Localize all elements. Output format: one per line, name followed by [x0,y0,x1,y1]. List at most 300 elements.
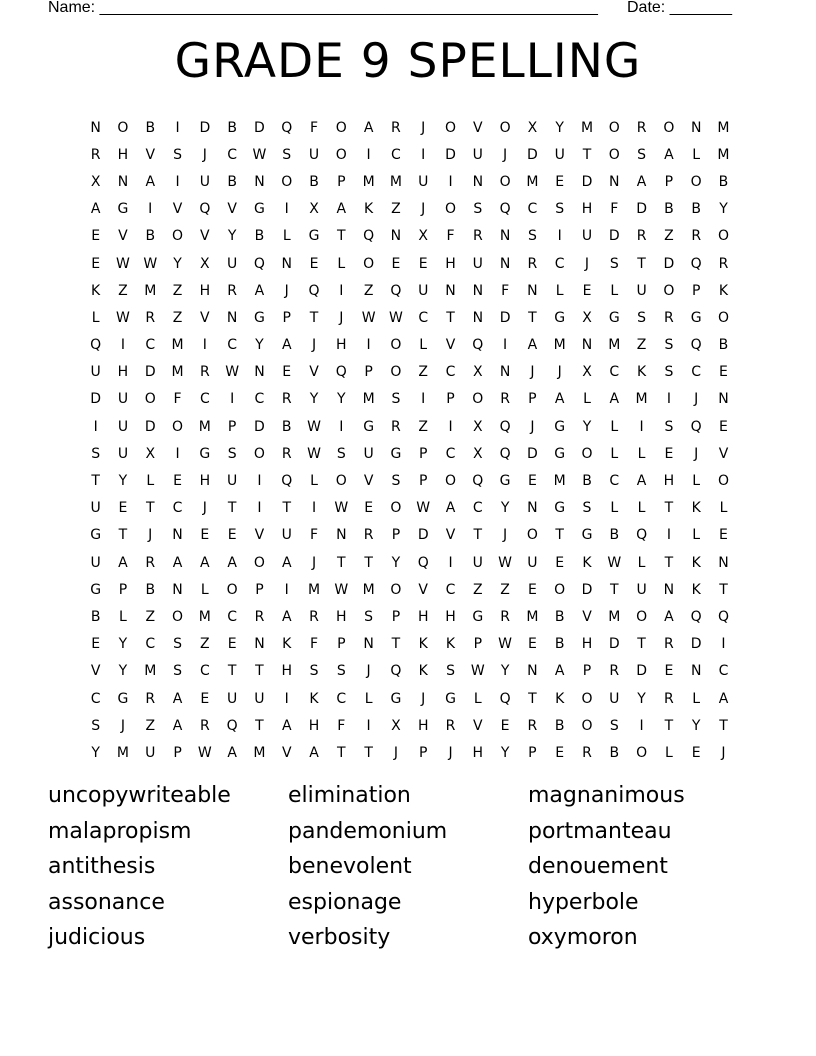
grid-letter: Z [200,636,210,653]
grid-letter: E [555,554,565,571]
grid-letter: O [499,119,511,136]
grid-letter: S [609,717,619,734]
grid-letter: A [363,119,374,136]
grid-row [82,196,738,223]
grid-letter: I [666,527,671,544]
grid-letter: I [257,473,262,490]
grid-letter: P [528,391,537,408]
grid-letter: C [609,364,620,381]
grid-letter: A [254,282,265,299]
grid-letter: A [554,663,565,680]
grid-letter: W [252,146,267,163]
grid-letter: S [582,500,592,517]
grid-letter: W [334,581,349,598]
grid-letter: Q [690,608,702,625]
grid-letter: M [116,744,129,761]
grid-letter: U [636,581,647,598]
grid-letter: D [636,201,647,218]
grid-letter: R [254,608,265,625]
grid-letter: O [117,119,129,136]
grid-letter: Q [226,717,238,734]
grid-letter: B [145,119,156,136]
grid-letter: Q [390,282,402,299]
grid-letter: O [717,228,729,245]
grid-row [82,685,738,712]
date-field-label: Date: _______ [627,0,732,16]
grid-letter: H [336,608,347,625]
grid-letter: V [172,201,183,218]
grid-letter: G [554,500,566,517]
grid-letter: T [282,500,291,517]
grid-row [82,250,738,277]
grid-letter: N [527,282,538,299]
grid-letter: P [473,636,483,653]
grid-letter: H [472,744,484,761]
grid-letter: R [691,228,702,245]
grid-letter: Z [118,282,128,299]
grid-letter: R [281,445,292,462]
word-bank [48,780,768,954]
grid-letter: V [718,445,729,462]
grid-letter: C [199,391,210,408]
grid-letter: P [255,581,264,598]
grid-row [82,603,738,630]
grid-letter: L [337,255,346,272]
grid-row [82,277,738,304]
grid-letter: W [307,418,321,435]
grid-letter: E [527,581,537,598]
grid-letter: T [118,527,128,544]
grid-letter: H [581,201,593,218]
grid-letter: O [172,418,184,435]
grid-row [82,495,738,522]
grid-letter: Z [172,309,183,326]
grid-letter: J [503,527,508,544]
grid-letter: P [227,418,237,435]
grid-letter: C [391,146,401,163]
grid-letter: E [664,663,674,680]
grid-letter: Q [690,418,702,435]
grid-letter: S [336,445,346,462]
grid-letter: H [336,337,347,354]
grid-letter: A [200,554,210,571]
grid-letter: S [555,201,565,218]
grid-letter: B [554,608,565,625]
grid-letter: J [311,554,317,571]
grid-letter: N [690,663,702,680]
grid-letter: E [227,636,237,653]
grid-letter: O [226,581,238,598]
grid-letter: X [473,445,483,462]
grid-letter: X [145,445,156,462]
grid-row [82,549,738,576]
grid-letter: O [253,554,265,571]
grid-row [82,359,738,386]
grid-letter: M [553,337,566,354]
grid-letter: G [472,608,484,625]
grid-letter: I [148,201,153,218]
grid-letter: I [257,500,262,517]
grid-letter: G [554,309,566,326]
grid-letter: B [718,173,729,190]
grid-letter: O [717,309,729,326]
grid-letter: E [719,527,728,544]
grid-letter: U [472,255,483,272]
grid-letter: B [309,173,319,190]
grid-letter: V [145,146,156,163]
grid-letter: Z [363,282,374,299]
grid-letter: I [448,173,453,190]
grid-letter: S [609,255,619,272]
grid-letter: X [391,717,401,734]
grid-letter: B [718,337,729,354]
grid-letter: K [418,636,428,653]
grid-letter: C [527,201,538,218]
grid-letter: Q [253,255,265,272]
grid-letter: U [636,282,647,299]
grid-letter: P [337,173,346,190]
grid-letter: R [527,717,538,734]
grid-letter: P [418,744,428,761]
grid-letter: I [666,391,671,408]
grid-letter: H [199,282,211,299]
word-bank-item: espionage [288,889,402,915]
grid-letter: D [445,146,456,163]
grid-letter: S [282,146,292,163]
grid-letter: P [337,636,346,653]
grid-letter: H [308,717,320,734]
grid-letter: B [664,201,674,218]
grid-letter: I [448,554,453,571]
grid-letter: O [444,119,457,136]
grid-letter: S [664,337,674,354]
grid-letter: K [718,282,729,299]
grid-letter: R [664,309,674,326]
grid-letter: N [499,364,511,381]
grid-letter: O [581,717,593,734]
grid-letter: V [473,119,483,136]
grid-letter: G [117,201,129,218]
grid-letter: K [364,201,374,218]
grid-letter: E [555,173,565,190]
grid-letter: O [608,146,620,163]
grid-letter: L [719,500,728,517]
grid-letter: S [309,663,319,680]
grid-letter: N [690,119,702,136]
grid-letter: B [554,636,565,653]
grid-letter: V [582,608,592,625]
grid-letter: D [608,228,620,245]
worksheet-header [0,0,816,22]
grid-letter: O [363,255,375,272]
grid-letter: A [554,391,565,408]
grid-letter: F [173,391,182,408]
grid-letter: A [90,201,101,218]
grid-letter: D [254,418,265,435]
grid-letter: U [254,690,265,707]
grid-letter: P [528,744,537,761]
grid-letter: O [499,173,511,190]
word-bank-item: malapropism [48,818,192,844]
grid-letter: Y [582,418,592,435]
grid-letter: U [90,500,101,517]
grid-letter: Q [281,473,293,490]
grid-letter: L [610,282,619,299]
grid-letter: L [555,282,564,299]
grid-row [82,739,738,766]
grid-letter: U [418,282,429,299]
grid-letter: Q [335,364,347,381]
grid-letter: V [200,309,210,326]
grid-letter: I [175,173,180,190]
grid-letter: H [117,146,129,163]
grid-letter: R [391,418,401,435]
grid-letter: W [361,309,376,326]
grid-letter: W [498,636,513,653]
grid-letter: F [446,228,455,245]
grid-letter: L [282,228,291,245]
grid-letter: Y [637,690,646,707]
word-bank-item: portmanteau [528,818,672,844]
grid-letter: E [227,527,237,544]
grid-letter: L [310,473,318,490]
grid-letter: G [308,228,320,245]
grid-letter: B [281,418,292,435]
grid-letter: A [445,500,456,517]
grid-letter: L [583,391,591,408]
grid-row [82,712,738,739]
grid-letter: R [609,663,620,680]
grid-letter: J [721,744,726,761]
grid-letter: U [227,255,238,272]
grid-letter: I [421,146,426,163]
grid-letter: X [582,309,592,326]
grid-letter: H [117,364,129,381]
word-bank-item: uncopywriteable [48,783,231,808]
grid-letter: C [445,445,456,462]
grid-letter: F [309,636,319,653]
grid-letter: X [582,364,592,381]
grid-letter: I [339,418,344,435]
grid-letter: F [309,119,319,136]
grid-letter: Y [555,119,564,136]
grid-letter: H [445,608,456,625]
grid-letter: T [255,663,264,680]
grid-row [82,631,738,658]
grid-letter: R [718,255,729,272]
grid-letter: G [581,527,593,544]
grid-letter: Y [691,717,701,734]
grid-letter: N [226,309,238,326]
grid-letter: Z [636,337,647,354]
word-bank-item: pandemonium [288,818,448,844]
grid-letter: X [527,119,538,136]
grid-row [82,332,738,359]
grid-letter: I [721,636,726,653]
grid-letter: A [664,146,674,163]
grid-letter: J [202,146,207,163]
grid-letter: A [636,173,647,190]
grid-letter: N [499,228,511,245]
grid-letter: O [444,473,457,490]
grid-letter: D [144,364,156,381]
grid-letter: V [254,527,265,544]
grid-letter: B [609,744,620,761]
grid-letter: S [473,201,483,218]
grid-letter: L [610,418,619,435]
grid-letter: Q [308,282,320,299]
grid-letter: V [281,744,292,761]
grid-letter: C [445,364,456,381]
grid-letter: T [255,717,264,734]
grid-letter: Y [118,473,128,490]
grid-letter: G [554,445,566,462]
grid-letter: A [172,717,183,734]
grid-letter: R [664,636,674,653]
grid-letter: A [118,554,128,571]
grid-letter: L [692,473,701,490]
grid-letter: E [173,473,182,490]
grid-letter: R [145,690,156,707]
grid-letter: U [308,146,320,163]
word-bank-item: benevolent [288,854,412,880]
grid-letter: L [692,690,701,707]
grid-letter: K [582,554,592,571]
grid-letter: O [526,527,538,544]
grid-letter: C [90,690,101,707]
grid-letter: O [335,119,347,136]
grid-letter: L [692,527,701,544]
grid-letter: G [445,690,456,707]
grid-row [82,522,738,549]
grid-row [82,141,738,168]
grid-letter: Z [418,418,428,435]
grid-letter: T [337,554,346,571]
grid-letter: C [145,636,156,653]
grid-row [82,658,738,685]
grid-letter: B [145,228,156,245]
grid-letter: J [120,717,126,734]
grid-letter: D [527,445,538,462]
grid-letter: J [421,119,426,136]
grid-letter: J [421,690,426,707]
grid-letter: J [557,364,562,381]
grid-letter: G [90,527,102,544]
grid-letter: S [637,146,647,163]
grid-letter: N [527,500,538,517]
grid-letter: R [145,309,156,326]
grid-letter: D [663,255,675,272]
grid-letter: W [334,500,349,517]
grid-letter: W [388,309,403,326]
grid-letter: K [555,690,565,707]
grid-letter: M [608,608,621,625]
grid-letter: A [227,554,237,571]
word-bank-item: hyperbole [528,889,639,915]
grid-letter: Q [636,527,648,544]
grid-letter: T [364,744,373,761]
grid-letter: Z [145,608,156,625]
grid-letter: V [90,663,101,680]
grid-letter: L [146,473,155,490]
grid-letter: N [499,255,511,272]
grid-letter: I [175,119,180,136]
grid-letter: O [581,690,593,707]
grid-letter: T [582,146,592,163]
grid-letter: T [528,690,537,707]
grid-letter: N [90,119,101,136]
grid-letter: U [418,173,429,190]
grid-letter: Y [118,636,128,653]
grid-letter: G [199,445,211,462]
grid-letter: A [664,608,674,625]
grid-letter: U [281,527,292,544]
grid-letter: D [144,418,156,435]
grid-letter: M [171,337,184,354]
grid-letter: E [582,282,592,299]
grid-letter: T [364,554,373,571]
grid-letter: L [91,309,100,326]
grid-letter: U [227,690,238,707]
grid-letter: Y [91,744,100,761]
grid-letter: N [581,337,593,354]
grid-letter: L [473,690,482,707]
grid-row [82,304,738,331]
grid-letter: A [281,717,292,734]
grid-letter: R [281,391,292,408]
grid-letter: J [311,337,317,354]
grid-letter: M [253,744,266,761]
grid-letter: B [582,473,592,490]
grid-letter: N [254,364,265,381]
grid-letter: W [197,744,212,761]
grid-letter: W [416,500,431,517]
grid-letter: Y [391,554,401,571]
grid-letter: E [719,364,728,381]
grid-letter: N [281,255,292,272]
grid-letter: R [636,119,647,136]
grid-letter: M [717,119,730,136]
grid-letter: S [637,309,647,326]
grid-letter: B [227,173,237,190]
grid-letter: C [718,663,729,680]
grid-letter: T [555,527,564,544]
grid-letter: C [418,309,429,326]
grid-letter: R [472,228,483,245]
grid-letter: M [362,173,375,190]
grid-letter: O [390,581,402,598]
grid-letter: X [473,418,483,435]
grid-letter: D [690,636,702,653]
page-title: GRADE 9 SPELLING [174,34,642,89]
grid-letter: M [553,473,566,490]
word-bank-item: magnanimous [528,783,685,808]
grid-letter: R [500,391,510,408]
grid-letter: A [609,391,620,408]
grid-letter: M [144,282,157,299]
grid-letter: P [391,608,401,625]
grid-letter: C [554,255,565,272]
grid-letter: K [691,581,701,598]
grid-letter: L [637,554,646,571]
grid-letter: O [253,445,265,462]
grid-letter: P [446,391,455,408]
grid-letter: Y [337,391,346,408]
grid-letter: M [362,391,375,408]
grid-letter: H [417,608,429,625]
grid-letter: C [227,337,238,354]
grid-letter: V [473,717,483,734]
